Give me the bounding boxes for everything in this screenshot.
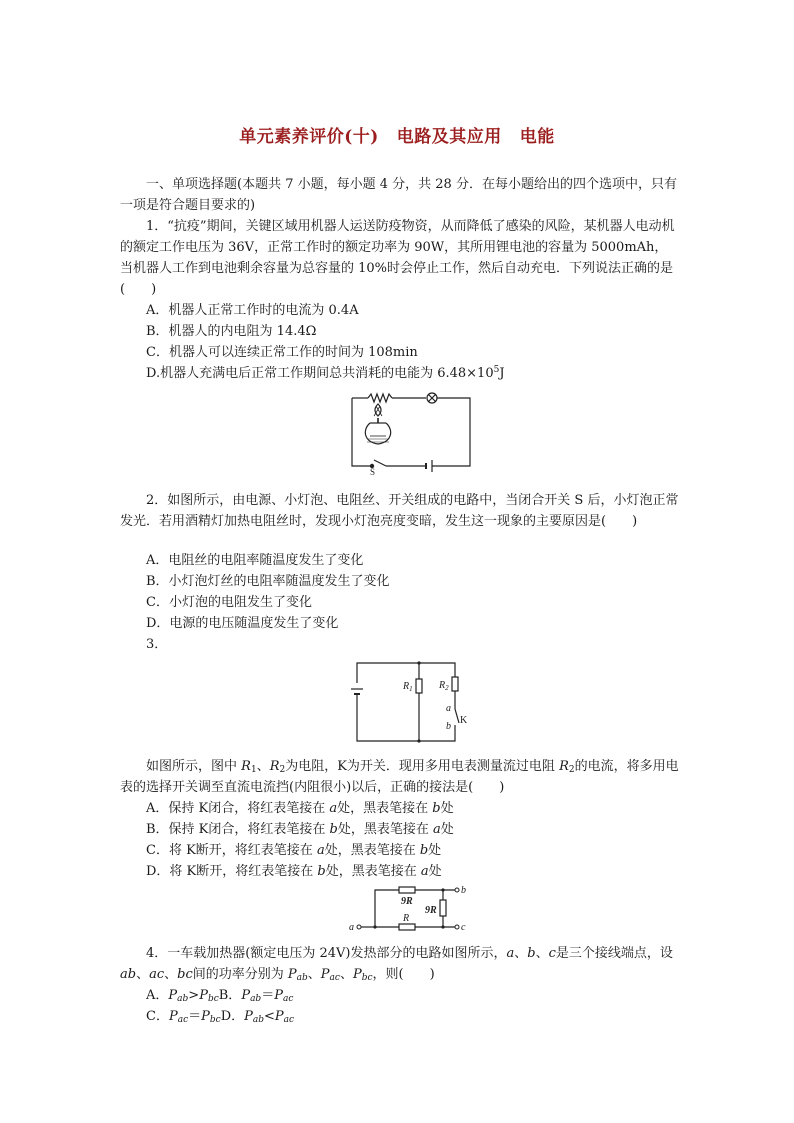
q4-option-c-sub1: ac (177, 1015, 189, 1025)
q4-option-a-p2: P (199, 988, 208, 1003)
q3-stem-r1-sub: 1 (250, 765, 257, 775)
q4-stem-s6: 、 (339, 967, 353, 982)
q4-option-b-sub1: ab (250, 994, 262, 1004)
q1-option-b: B．机器人的内电阻为 14.4Ω (146, 324, 317, 339)
q3-option-d-y: a (420, 864, 429, 879)
q4-option-c-op: ＝ (188, 1009, 202, 1024)
q4-fig-terminal-a: a (349, 922, 354, 933)
q4-options-ab (146, 985, 293, 1006)
q3-stem-text-2: 为电阻，K为开关．现用多用电表测量流过电阻 (285, 759, 560, 774)
q4-stem-s1: 、 (514, 946, 528, 961)
q4-stem-bc: bc (177, 967, 193, 982)
q3-option-d-text-3: 处 (428, 864, 442, 879)
q4-option-d-p1: P (244, 1009, 253, 1024)
q3-option-b-text-1: B．保持 K闭合，将红表笔接在 (146, 822, 330, 837)
q3-fig-b: b (446, 721, 451, 732)
q4-stem-p3: P (352, 967, 362, 982)
q1-fig-switch-label: S (370, 467, 376, 477)
q2-option-b: B．小灯泡灯丝的电阻率随温度发生了变化 (146, 574, 390, 589)
q4-option-b-label: B． (218, 988, 242, 1003)
q4-stem-s2: 、 (535, 946, 549, 961)
q1-option-d-text: D.机器人充满电后正常工作期间总共消耗的电能为 6.48×10 (146, 366, 494, 381)
q2-option-d: D．电源的电压随温度发生了变化 (146, 616, 339, 631)
q4-stem-text-4: ，则( ) (372, 967, 435, 982)
q4-stem-p2-sub: ac (329, 973, 340, 983)
q4-stem-text-2: 是三个接线端点，设 (555, 946, 673, 961)
section-intro: 一、单项选择题(本题共 7 小题，每小题 4 分，共 28 分．在每小题给出的四个选项中，只有一项是符合题目要求的) (120, 177, 677, 213)
q3-option-a-text-2: 处，黑表笔接在 (337, 801, 433, 816)
q3-option-c-text-1: C．将 K断开，将红表笔接在 (146, 843, 317, 858)
q4-stem (120, 943, 680, 985)
q4-stem-ab: ab (120, 967, 137, 982)
q3-fig-k: K (460, 715, 468, 726)
q4-stem-text-3: 间的功率分别为 (192, 967, 288, 982)
q4-option-c-sub2: bc (209, 1015, 221, 1025)
q1-option-c: C．机器人可以连续正常工作的时间为 108min (146, 345, 418, 360)
q3-option-d-x: b (317, 864, 326, 879)
svg-text:R1 (402, 681, 413, 693)
q3-option-a (146, 798, 454, 819)
q4-option-d-sub2: ac (283, 1015, 295, 1025)
q3-option-d-text-2: 处，黑表笔接在 (325, 864, 421, 879)
q3-option-c-y: b (419, 843, 429, 858)
q3-option-a-text-1: A．保持 K闭合，将红表笔接在 (146, 801, 330, 816)
q4-stem-c: c (548, 946, 556, 961)
q3-stem-r2: R (269, 759, 280, 774)
q1-stem: 1．“抗疫”期间，关键区域用机器人运送防疫物资，从而降低了感染的风险，某机器人电动机的额定工作电压为 36V，正常工作时的额定功率为 90W，其所用锂电池的容量为 5000mAh，当机器人工作到电池剩余容量为总容量的 10%时会停止工作，然后自动充电．下列说法正确的是( ) (120, 219, 675, 297)
q3-option-c-x: a (316, 843, 325, 858)
q3-stem-r2-sub: 2 (279, 765, 286, 775)
q4-option-a-p1: P (168, 988, 178, 1003)
q4-fig-top-resistor: 9R (401, 896, 413, 907)
q1-option-d-unit: J (499, 366, 505, 381)
q4-option-d-op: < (264, 1009, 275, 1024)
q3-option-c-text-2: 处，黑表笔接在 (324, 843, 420, 858)
q4-options-cd (146, 1006, 294, 1027)
q4-option-c-p1: P (168, 1009, 178, 1024)
q4-option-a-sub2: bc (207, 994, 219, 1004)
q2-option-a: A．电阻丝的电阻率随温度发生了变化 (146, 553, 364, 568)
q3-option-b-text-3: 处 (440, 822, 454, 837)
q4-option-b-op: ＝ (261, 988, 275, 1003)
q4-stem-text-1: 4．一车载加热器(额定电压为 24V)发热部分的电路如图所示， (146, 946, 507, 961)
q3-stem-sep: 、 (256, 759, 270, 774)
q4-option-c-p2: P (201, 1009, 210, 1024)
q4-fig-bottom-resistor: R (403, 913, 410, 924)
q4-option-d-label: D． (220, 1009, 245, 1024)
q3-stem-r1: R (241, 759, 251, 774)
q3-option-c (146, 840, 441, 861)
q3-option-d (146, 861, 442, 882)
q3-stem-text-1: 如图所示，图中 (146, 759, 242, 774)
q3-stem (120, 756, 680, 798)
q3-option-b-y: a (433, 822, 441, 837)
q4-stem-p1: P (287, 967, 297, 982)
q3-number: 3． (146, 637, 168, 652)
q4-option-d-p2: P (274, 1009, 284, 1024)
q4-option-a-label: A． (146, 988, 169, 1003)
title-part1: 单元素养评价(十) (239, 127, 379, 147)
q4-stem-p1-sub: ab (296, 973, 308, 983)
q3-option-d-text-1: D．将 K断开，将红表笔接在 (146, 864, 318, 879)
q2-option-c: C．小灯泡的电阻发生了变化 (146, 595, 312, 610)
q3-fig-r2-sub: 2 (445, 684, 449, 692)
q4-fig-side-resistor: 9R (425, 905, 437, 916)
figure-heater-circuit (340, 390, 480, 480)
q1-option-a: A．机器人正常工作时的电流为 0.4A (146, 303, 359, 318)
svg-text:R2 (438, 680, 449, 692)
figure-heater-network (345, 882, 475, 934)
q4-option-b-p1: P (241, 988, 251, 1003)
q3-stem-text-3: 的电流，将多用电表的选择开关调至直流电流挡(内阻很小)以后，正确的接法是( ) (120, 759, 679, 795)
q1-option-d-exponent: 5 (493, 365, 500, 375)
q4-option-b-sub2: ac (282, 994, 294, 1004)
q3-fig-a: a (446, 703, 451, 714)
q4-fig-terminal-b: b (461, 885, 466, 896)
q4-option-b-p2: P (274, 988, 283, 1003)
q4-stem-s4: 、 (164, 967, 178, 982)
q1-option-d (146, 363, 505, 384)
q3-option-a-x: a (329, 801, 338, 816)
q4-stem-s3: 、 (136, 967, 150, 982)
q3-fig-r2: R (439, 680, 446, 691)
q3-option-a-text-3: 处 (440, 801, 454, 816)
q3-option-b (146, 819, 454, 840)
q4-stem-s5: 、 (307, 967, 321, 982)
q4-option-c-label: C． (146, 1009, 169, 1024)
q4-stem-p2: P (320, 967, 330, 982)
q4-stem-ac: ac (149, 967, 165, 982)
q3-fig-r1-sub: 1 (409, 685, 413, 693)
q4-fig-terminal-c: c (461, 922, 466, 933)
q2-stem: 2．如图所示，由电源、小灯泡、电阻丝、开关组成的电路中，当闭合开关 S 后，小灯泡正常发光．若用酒精灯加热电阻丝时，发现小灯泡亮度变暗，发生这一现象的主要原因是( ) (120, 493, 679, 529)
q4-stem-a: a (506, 946, 515, 961)
q3-option-b-text-2: 处，黑表笔接在 (337, 822, 433, 837)
q3-fig-r1: R (403, 681, 410, 692)
q3-stem-r2b: R (559, 759, 569, 774)
q4-option-a-sub1: ab (177, 994, 189, 1004)
q3-option-c-text-3: 处 (428, 843, 442, 858)
q3-option-a-y: b (432, 801, 441, 816)
q3-stem-r2b-sub: 2 (568, 765, 575, 775)
q4-stem-b: b (527, 946, 536, 961)
q4-option-a-op: > (188, 988, 200, 1003)
q4-stem-p3-sub: bc (361, 973, 373, 983)
title-part3: 电能 (519, 127, 555, 147)
q3-option-b-x: b (329, 822, 338, 837)
figure-r1-r2-circuit (345, 657, 468, 749)
page-title (0, 122, 794, 147)
title-part2: 电路及其应用 (396, 127, 502, 147)
q4-option-d-sub1: ab (252, 1015, 265, 1025)
